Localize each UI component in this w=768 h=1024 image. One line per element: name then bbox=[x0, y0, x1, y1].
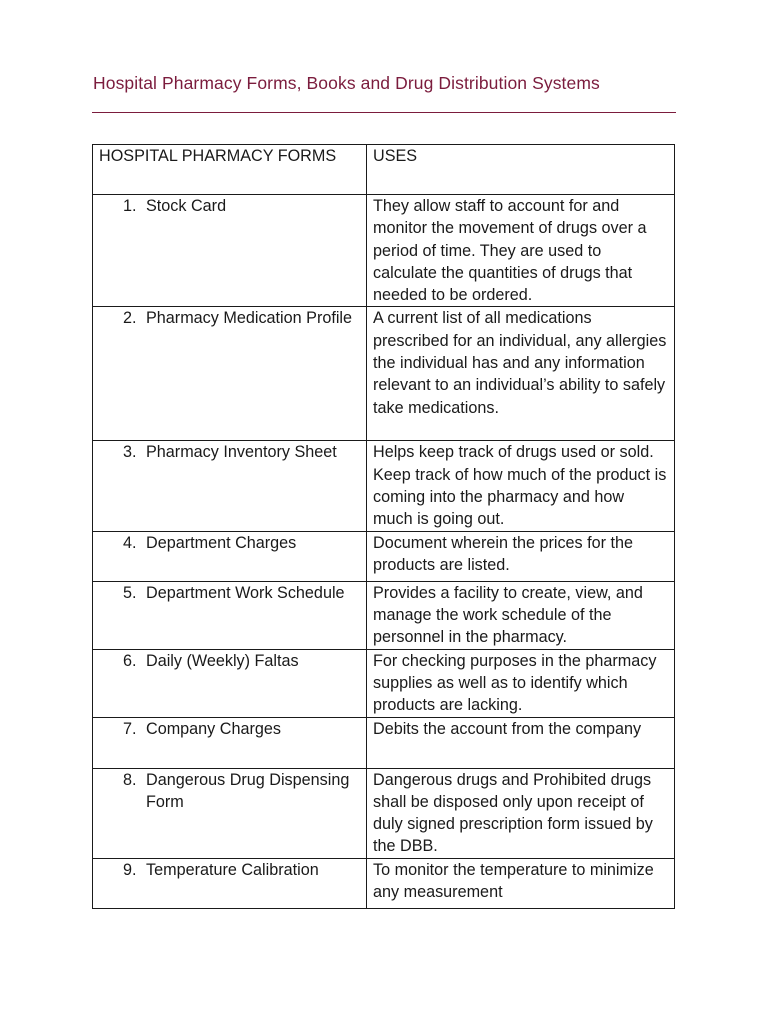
row-number: 6. bbox=[123, 651, 137, 670]
table-row bbox=[93, 717, 675, 768]
form-cell bbox=[93, 768, 367, 858]
form-name: Department Charges bbox=[146, 533, 297, 552]
form-name: Company Charges bbox=[146, 719, 281, 738]
form-name: Temperature Calibration bbox=[146, 860, 319, 879]
header-uses: USES bbox=[367, 145, 675, 195]
use-description: Provides a facility to create, view, and manage the work schedule of the personnel in the pharmacy. bbox=[367, 581, 675, 649]
table-row bbox=[93, 581, 675, 649]
table-row bbox=[93, 441, 675, 531]
table-row bbox=[93, 195, 675, 307]
form-name: Pharmacy Inventory Sheet bbox=[146, 443, 337, 462]
form-name: Dangerous Drug Dispensing Form bbox=[146, 770, 350, 811]
use-description: Document wherein the prices for the products are listed. bbox=[367, 531, 675, 581]
use-description: A current list of all medications prescribed for an individual, any allergies the individual has and any information relevant to an individual’s ability to safely take medications. bbox=[367, 307, 675, 441]
table-header-row bbox=[93, 145, 675, 195]
table-row bbox=[93, 858, 675, 908]
pharmacy-forms-table bbox=[92, 144, 675, 909]
table-row bbox=[93, 307, 675, 441]
title-divider bbox=[92, 112, 676, 113]
row-number: 8. bbox=[123, 770, 137, 789]
form-cell bbox=[93, 649, 367, 717]
form-cell bbox=[93, 441, 367, 531]
row-number: 4. bbox=[123, 533, 137, 552]
table-row bbox=[93, 649, 675, 717]
form-cell bbox=[93, 581, 367, 649]
row-number: 3. bbox=[123, 443, 137, 462]
form-cell bbox=[93, 858, 367, 908]
use-description: Helps keep track of drugs used or sold. Keep track of how much of the product is coming into the pharmacy and how much is going out. bbox=[367, 441, 675, 531]
document-title: Hospital Pharmacy Forms, Books and Drug Distribution Systems bbox=[93, 73, 600, 93]
form-cell bbox=[93, 717, 367, 768]
table-row bbox=[93, 531, 675, 581]
header-forms: HOSPITAL PHARMACY FORMS bbox=[93, 145, 367, 195]
form-name: Daily (Weekly) Faltas bbox=[146, 651, 299, 670]
use-description: Dangerous drugs and Prohibited drugs shall be disposed only upon receipt of duly signed prescription form issued by the DBB. bbox=[367, 768, 675, 858]
use-description: For checking purposes in the pharmacy supplies as well as to identify which products are lacking. bbox=[367, 649, 675, 717]
use-description: To monitor the temperature to minimize any measurement bbox=[367, 858, 675, 908]
row-number: 5. bbox=[123, 583, 137, 602]
table-row bbox=[93, 768, 675, 858]
form-cell bbox=[93, 531, 367, 581]
row-number: 7. bbox=[123, 719, 137, 738]
form-cell bbox=[93, 195, 367, 307]
row-number: 9. bbox=[123, 860, 137, 879]
form-cell bbox=[93, 307, 367, 441]
form-name: Stock Card bbox=[146, 197, 227, 215]
form-name: Department Work Schedule bbox=[146, 583, 345, 602]
use-description: They allow staff to account for and monitor the movement of drugs over a period of time. They are used to calculate the quantities of drugs that needed to be ordered. bbox=[367, 195, 675, 307]
row-number: 1. bbox=[123, 197, 137, 215]
form-name: Pharmacy Medication Profile bbox=[146, 309, 353, 328]
row-number: 2. bbox=[123, 309, 137, 328]
use-description: Debits the account from the company bbox=[367, 717, 675, 768]
